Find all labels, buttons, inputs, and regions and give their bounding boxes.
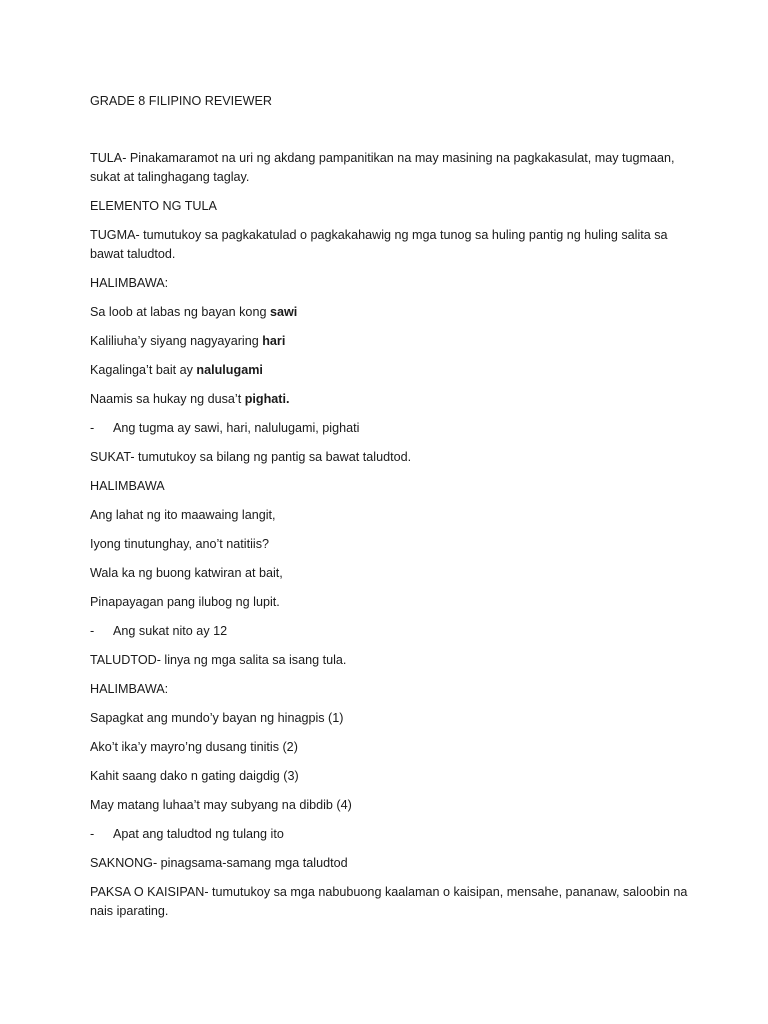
rhyme-word: sawi xyxy=(269,305,298,319)
halimbawa-label: HALIMBAWA: xyxy=(90,682,169,696)
bullet-note xyxy=(90,622,690,641)
dash-bullet: - xyxy=(90,624,95,638)
tugma-definition: TUGMA- tumutukoy sa pagkakatulad o pagkakahawig ng mga tunog sa huling pantig ng huling salita sa bawat taludtod. xyxy=(90,228,668,261)
poem-line: Wala ka ng buong katwiran at bait, xyxy=(90,566,283,580)
dash-bullet: - xyxy=(90,421,95,435)
poem-line: Ako’t ika’y mayro’ng dusang tinitis (2) xyxy=(90,740,298,754)
document-body xyxy=(90,92,690,921)
dash-bullet: - xyxy=(90,827,95,841)
saknong-definition: SAKNONG- pinagsama-samang mga taludtod xyxy=(90,856,348,870)
halimbawa-label: HALIMBAWA: xyxy=(90,276,169,290)
poem-line: Kagalinga’t bait ay nalulugami xyxy=(90,363,263,377)
poem-line: Sa loob at labas ng bayan kong sawi xyxy=(90,305,298,319)
elemento-heading: ELEMENTO NG TULA xyxy=(90,199,217,213)
halimbawa-label: HALIMBAWA xyxy=(90,479,165,493)
rhyme-word: pighati. xyxy=(244,392,290,406)
taludtod-note: Apat ang taludtod ng tulang ito xyxy=(113,827,284,841)
paksa-definition: PAKSA O KAISIPAN- tumutukoy sa mga nabubuong kaalaman o kaisipan, mensahe, pananaw, saloobin na nais iparating. xyxy=(90,885,688,918)
tugma-note: Ang tugma ay sawi, hari, nalulugami, pighati xyxy=(113,421,360,435)
rhyme-word: nalulugami xyxy=(196,363,263,377)
sukat-definition: SUKAT- tumutukoy sa bilang ng pantig sa bawat taludtod. xyxy=(90,450,412,464)
bullet-note xyxy=(90,419,690,438)
poem-line: May matang luhaa’t may subyang na dibdib (4) xyxy=(90,798,352,812)
rhyme-word: hari xyxy=(262,334,286,348)
sukat-note: Ang sukat nito ay 12 xyxy=(113,624,228,638)
poem-line: Pinapayagan pang ilubog ng lupit. xyxy=(90,595,280,609)
document-title: GRADE 8 FILIPINO REVIEWER xyxy=(90,94,272,108)
poem-line: Ang lahat ng ito maawaing langit, xyxy=(90,508,276,522)
poem-line: Kahit saang dako n gating daigdig (3) xyxy=(90,769,299,783)
poem-line: Naamis sa hukay ng dusa’t pighati. xyxy=(90,392,290,406)
bullet-note xyxy=(90,825,690,844)
poem-line: Iyong tinutunghay, ano’t natitiis? xyxy=(90,537,269,551)
tula-definition: TULA- Pinakamaramot na uri ng akdang pampanitikan na may masining na pagkakasulat, may tugmaan, sukat at talinghagang taglay. xyxy=(90,151,675,184)
poem-line: Kaliliuha’y siyang nagyayaring hari xyxy=(90,334,286,348)
poem-line: Sapagkat ang mundo’y bayan ng hinagpis (1) xyxy=(90,711,344,725)
taludtod-definition: TALUDTOD- linya ng mga salita sa isang tula. xyxy=(90,653,347,667)
